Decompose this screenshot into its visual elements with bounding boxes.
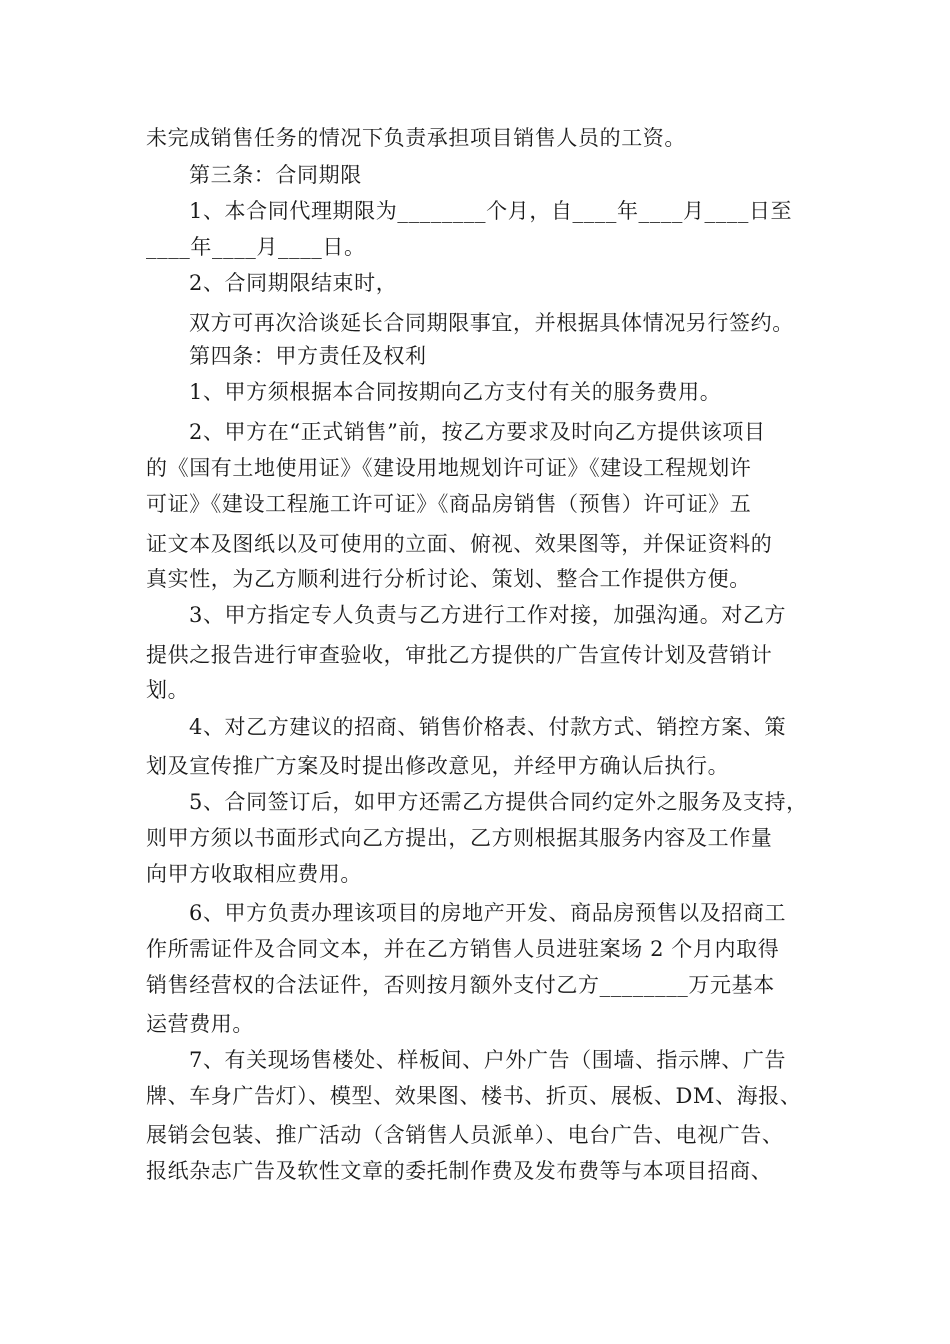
body-text-line: 3、甲方指定专人负责与乙方进行工作对接，加强沟通。对乙方 (189, 603, 787, 627)
body-text-line: 牌、车身广告灯）、模型、效果图、楼书、折页、展板、DM、海报、 (146, 1084, 802, 1108)
body-text-line: 报纸杂志广告及软性文章的委托制作费及发布费等与本项目招商、 (146, 1159, 773, 1183)
body-text-line: 4、对乙方建议的招商、销售价格表、付款方式、销控方案、策 (189, 715, 787, 739)
body-text-line: ____年____月____日。 (146, 235, 366, 259)
body-text-line: 7、有关现场售楼处、样板间、户外广告（围墙、指示牌、广告 (189, 1048, 787, 1072)
body-text-line: 2、甲方在“正式销售”前，按乙方要求及时向乙方提供该项目 (189, 420, 766, 444)
body-text-line: 的《国有土地使用证》《建设用地规划许可证》《建设工程规划许 (146, 456, 752, 480)
body-text-line: 双方可再次洽谈延长合同期限事宜，并根据具体情况另行签约。 (189, 311, 794, 335)
section-heading-article-4: 第四条：甲方责任及权利 (189, 344, 427, 368)
section-heading-article-3: 第三条：合同期限 (189, 163, 362, 187)
body-text-line: 作所需证件及合同文本，并在乙方销售人员进驻案场 2 个月内取得 (146, 937, 780, 961)
body-text-line: 划及宣传推广方案及时提出修改意见，并经甲方确认后执行。 (146, 754, 730, 778)
body-text-line: 销售经营权的合法证件，否则按月额外支付乙方________万元基本 (146, 973, 775, 997)
body-text-line: 6、甲方负责办理该项目的房地产开发、商品房预售以及招商工 (189, 901, 787, 925)
body-text-line: 展销会包装、推广活动（含销售人员派单）、电台广告、电视广告、 (146, 1123, 784, 1147)
body-text-line: 证文本及图纸以及可使用的立面、俯视、效果图等，并保证资料的 (146, 532, 773, 556)
body-text-line: 真实性，为乙方顺利进行分析讨论、策划、整合工作提供方便。 (146, 567, 751, 591)
body-text-line: 可证》《建设工程施工许可证》《商品房销售（预售）许可证》五 (146, 492, 752, 516)
body-text-line: 未完成销售任务的情况下负责承担项目销售人员的工资。 (146, 126, 686, 150)
body-text-line: 则甲方须以书面形式向乙方提出，乙方则根据其服务内容及工作量 (146, 826, 773, 850)
body-text-line: 1、本合同代理期限为________个月，自____年____月____日至 (189, 199, 793, 223)
body-text-line: 5、合同签订后，如甲方还需乙方提供合同约定外之服务及支持， (189, 790, 808, 814)
body-text-line: 划。 (146, 678, 190, 702)
body-text-line: 向甲方收取相应费用。 (146, 862, 362, 886)
body-text-line: 提供之报告进行审查验收，审批乙方提供的广告宣传计划及营销计 (146, 643, 773, 667)
body-text-line: 2、合同期限结束时， (189, 271, 398, 295)
body-text-line: 1、甲方须根据本合同按期向乙方支付有关的服务费用。 (189, 380, 722, 404)
body-text-line: 运营费用。 (146, 1012, 254, 1036)
